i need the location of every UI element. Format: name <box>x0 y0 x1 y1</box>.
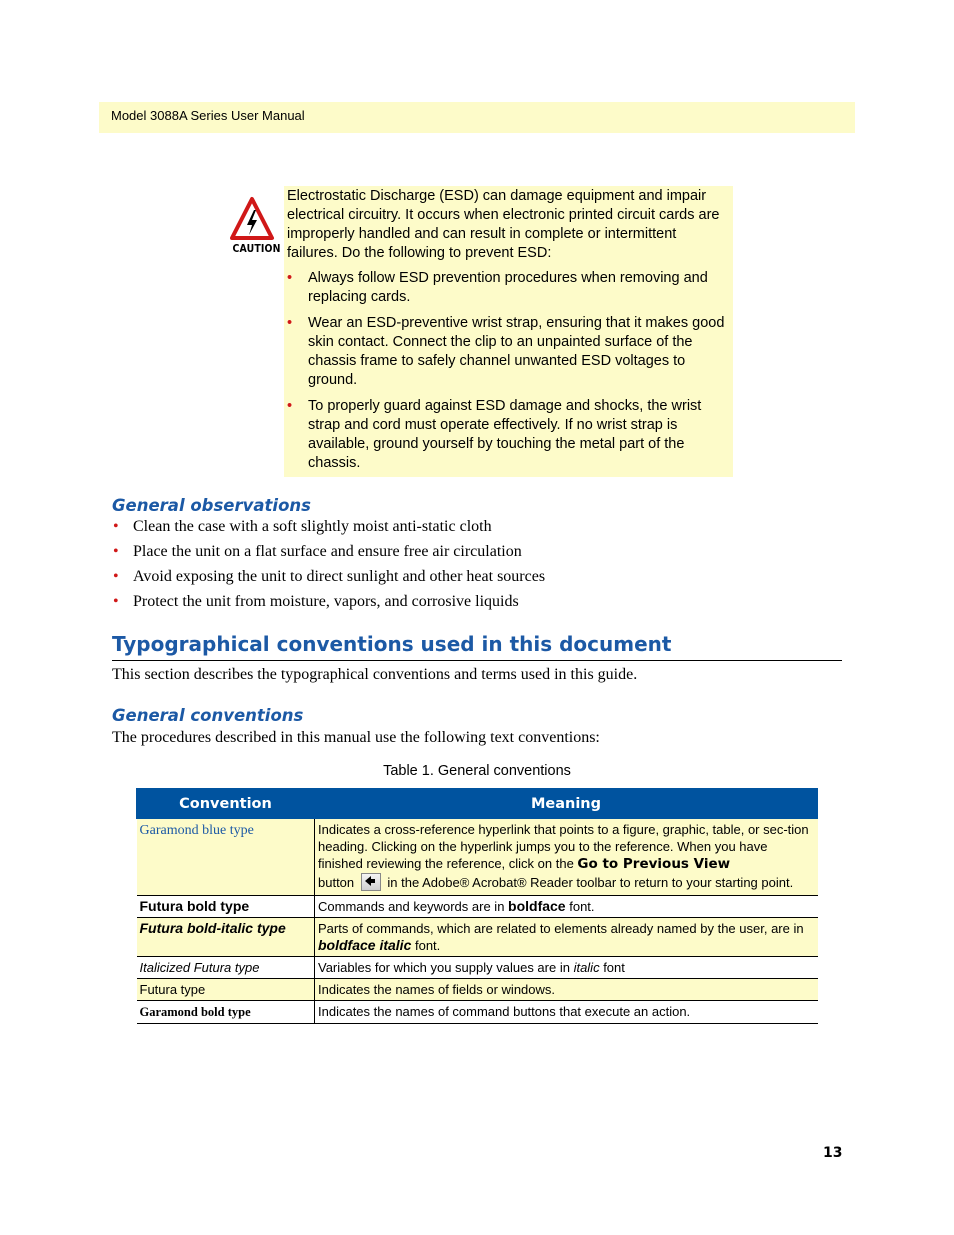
table-row <box>137 819 818 896</box>
caution-intro: Electrostatic Discharge (ESD) can damage equipment and impair electrical circuitry. It occurs when electronic printed circuit cards are improperly handled and can result in complete or intermittent failures. Do the following to prevent ESD: <box>287 188 720 261</box>
meaning-cell: Variables for which you supply values are in italic font <box>315 957 818 979</box>
bullet-icon: • <box>113 568 119 585</box>
bullet-icon: • <box>287 270 293 286</box>
convention-cell: Futura type <box>137 979 315 1001</box>
running-header <box>99 102 855 133</box>
conventions-intro: The procedures described in this manual use the following text conventions: <box>112 729 600 746</box>
typography-intro: This section describes the typographical conventions and terms used in this guide. <box>112 666 638 683</box>
column-header-meaning: Meaning <box>315 789 818 819</box>
convention-cell: Garamond bold type <box>137 1001 315 1024</box>
bullet-icon: • <box>113 543 119 560</box>
table-header-row <box>137 789 818 819</box>
table-row <box>137 979 818 1001</box>
bullet-icon: • <box>287 315 293 331</box>
general-conventions-heading: General conventions <box>112 706 304 725</box>
table-row <box>137 957 818 979</box>
caution-lightning-icon <box>229 196 281 258</box>
page-number: 13 <box>823 1145 843 1161</box>
table-row <box>137 918 818 957</box>
meaning-cell: Commands and keywords are in boldface font. <box>315 896 818 918</box>
meaning-cell: Indicates the names of fields or windows. <box>315 979 818 1001</box>
meaning-cell: Parts of commands, which are related to elements already named by the user, are in boldface italic font. <box>315 918 818 957</box>
convention-cell: Futura bold type <box>137 896 315 918</box>
general-observations-heading: General observations <box>112 496 311 515</box>
garamond-blue-sample[interactable]: Garamond blue type <box>139 823 254 838</box>
table-caption: Table 1. General conventions <box>383 763 571 779</box>
go-to-previous-view-icon[interactable] <box>361 873 381 891</box>
meaning-cell: Indicates a cross-reference hyperlink that points to a figure, graphic, table, or sec-tion heading. Clicking on the hyperlink jumps you to the reference. When you have finished reviewing the reference, click on the Go to Previous View button in the Adobe® Acrobat® Reader toolbar to return to your starting point. <box>315 819 818 896</box>
caution-box: Electrostatic Discharge (ESD) can damage equipment and impair electrical circuitry. It occurs when electronic printed circuit cards are improperly handled and can result in complete or intermittent failures. Do the following to prevent ESD: • Always follow ESD prevention procedures when removing and replacing cards. • Wear an ESD-preventive wrist strap, ensuring that it makes good skin contact. Connect the clip to an unpainted surface of the chassis frame to safely channel unwanted ESD voltages to ground. • To properly guard against ESD damage and shocks, the wrist strap and cord must operate effectively. If no wrist strap is available, ground yourself by touching the metal part of the chassis. <box>284 186 733 477</box>
meaning-cell: Indicates the names of command buttons that execute an action. <box>315 1001 818 1024</box>
convention-cell <box>137 819 315 896</box>
bullet-icon: • <box>287 398 293 414</box>
table-row <box>137 1001 818 1024</box>
column-header-convention: Convention <box>137 789 315 819</box>
manual-title: Model 3088A Series User Manual <box>111 108 305 123</box>
conventions-table <box>136 788 818 1024</box>
caution-label: CAUTION <box>232 242 281 255</box>
bullet-icon: • <box>113 593 119 610</box>
heading-rule <box>112 660 842 661</box>
bullet-icon: • <box>113 518 119 535</box>
table-row <box>137 896 818 918</box>
convention-cell: Futura bold-italic type <box>137 918 315 957</box>
typographical-conventions-heading: Typographical conventions used in this document <box>112 632 672 656</box>
convention-cell: Italicized Futura type <box>137 957 315 979</box>
